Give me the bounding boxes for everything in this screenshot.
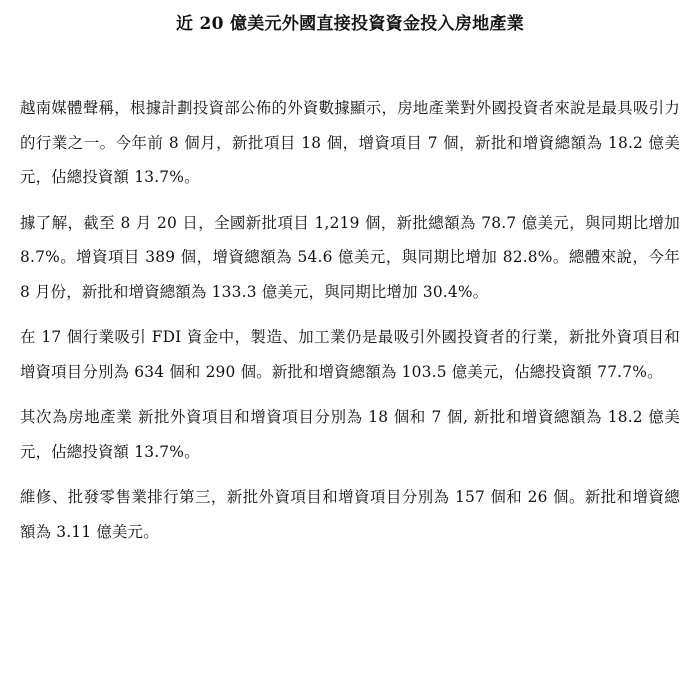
paragraph-2: 據了解，截至 8 月 20 日，全國新批項目 1,219 個，新批總額為 78.7 億美元，與同期比增加 8.7%。增資項目 389 個，增資總額為 54.6 億美元，與同期比增加 82.8%。總體來說，今年 8 月份，新批和增資總額為 133.3 億美元，與同期比增加 30.4%。	[20, 213, 680, 301]
paragraph-1: 越南媒體聲稱，根據計劃投資部公佈的外資數據顯示，房地產業對外國投資者來說是最具吸引力的行業之一。今年前 8 個月，新批項目 18 個，增資項目 7 個，新批和增資總額為 18.2 億美元，佔總投資額 13.7%。	[20, 99, 680, 186]
article-body	[20, 91, 680, 549]
paragraph-3: 在 17 個行業吸引 FDI 資金中，製造、加工業仍是最吸引外國投資者的行業，新批外資項目和增資項目分別為 634 個和 290 個。新批和增資總額為 103.5 億美元，佔總投資額 77.7%。	[20, 328, 680, 381]
paragraph-5: 維修、批發零售業排行第三，新批外資項目和增資項目分別為 157 個和 26 個。新批和增資總額為 3.11 億美元。	[20, 488, 680, 541]
paragraph-4: 其次為房地產業 新批外資項目和增資項目分別為 18 個和 7 個, 新批和增資總額為 18.2 億美元，佔總投資額 13.7%。	[20, 408, 680, 461]
article-title: 近 20 億美元外國直接投資資金投入房地產業	[175, 14, 525, 34]
